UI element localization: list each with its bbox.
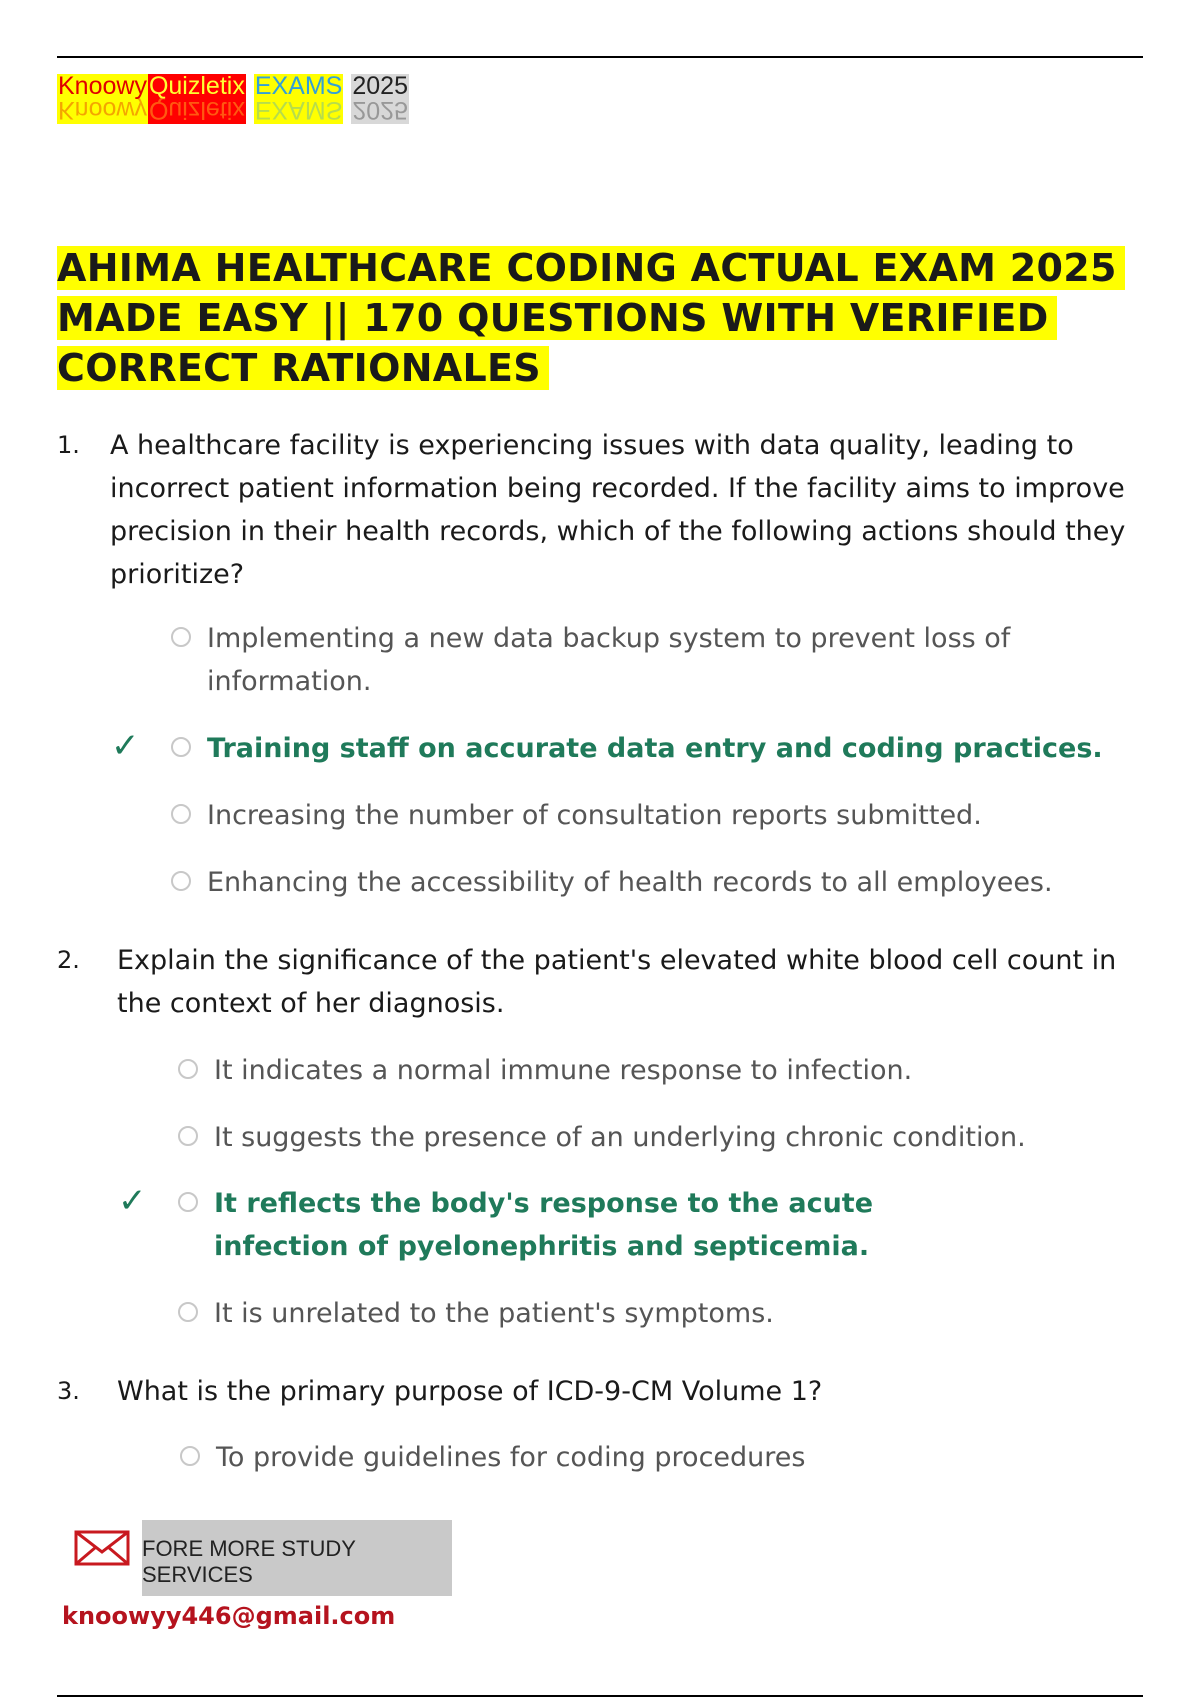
radio-icon[interactable] <box>171 737 191 757</box>
radio-icon[interactable] <box>171 804 191 824</box>
option-label: To provide guidelines for coding procedures <box>216 1442 806 1473</box>
question-number: 2. <box>57 946 80 974</box>
contact-email[interactable]: knoowyy446@gmail.com <box>62 1602 396 1630</box>
option-label: Increasing the number of consultation reports submitted. <box>207 800 982 831</box>
question-text: Explain the significance of the patient's elevated white blood cell count in the context of her diagnosis. <box>117 945 1117 1019</box>
radio-icon[interactable] <box>171 871 191 891</box>
option-label: It suggests the presence of an underlying chronic condition. <box>214 1122 1026 1153</box>
option-1b[interactable] <box>111 726 1131 770</box>
brand-part-exams: EXAMS EXAMS <box>254 74 344 124</box>
study-services-banner: FORE MORE STUDY SERVICES <box>142 1520 452 1596</box>
option-3a[interactable] <box>180 1436 1120 1479</box>
bottom-rule <box>57 1695 1143 1697</box>
option-label: It is unrelated to the patient's symptoms. <box>214 1298 774 1329</box>
brand-part-knoowy: Knoowy Knoowy <box>57 74 148 124</box>
mail-icon[interactable] <box>74 1530 130 1566</box>
check-icon: ✓ <box>111 726 140 766</box>
top-rule <box>57 56 1143 58</box>
question-number: 3. <box>57 1377 80 1405</box>
option-2b[interactable] <box>178 1116 1118 1159</box>
radio-icon[interactable] <box>178 1126 198 1146</box>
question-text: A healthcare facility is experiencing issues with data quality, leading to incorrect patient information being recorded. If the facility aims to improve precision in their health records, which of the following actions should they prioritize? <box>110 430 1126 590</box>
option-1a[interactable] <box>171 617 1071 703</box>
brand-logo <box>57 74 409 124</box>
brand-part-year: 2025 2025 <box>351 74 409 124</box>
radio-icon[interactable] <box>178 1302 198 1322</box>
radio-icon[interactable] <box>171 627 191 647</box>
question-3 <box>57 1370 1147 1413</box>
option-label: Enhancing the accessibility of health records to all employees. <box>207 867 1053 898</box>
question-1 <box>57 424 1147 596</box>
radio-icon[interactable] <box>180 1446 200 1466</box>
option-label: It indicates a normal immune response to infection. <box>214 1055 913 1086</box>
page-title-text: AHIMA HEALTHCARE CODING ACTUAL EXAM 2025 MADE EASY || 170 QUESTIONS WITH VERIFIED CORRECT RATIONALES <box>57 246 1125 390</box>
option-label: Implementing a new data backup system to prevent loss of information. <box>207 623 1011 697</box>
option-2c[interactable] <box>118 1181 998 1268</box>
page-title <box>57 243 1157 393</box>
contact-footer <box>62 1520 482 1650</box>
option-1d[interactable] <box>171 861 1131 904</box>
option-2d[interactable] <box>178 1292 1118 1335</box>
question-text: What is the primary purpose of ICD-9-CM Volume 1? <box>117 1376 823 1407</box>
question-number: 1. <box>57 431 80 459</box>
radio-icon[interactable] <box>178 1192 198 1212</box>
brand-part-quizletix: Quizletix Quizletix <box>148 74 246 124</box>
check-icon: ✓ <box>118 1181 147 1221</box>
option-label: Training staff on accurate data entry and coding practices. <box>207 733 1103 764</box>
option-2a[interactable] <box>178 1049 1118 1092</box>
option-1c[interactable] <box>171 794 1131 837</box>
option-label: It reflects the body's response to the acute infection of pyelonephritis and septicemia. <box>214 1188 874 1262</box>
radio-icon[interactable] <box>178 1059 198 1079</box>
question-2 <box>57 939 1147 1025</box>
